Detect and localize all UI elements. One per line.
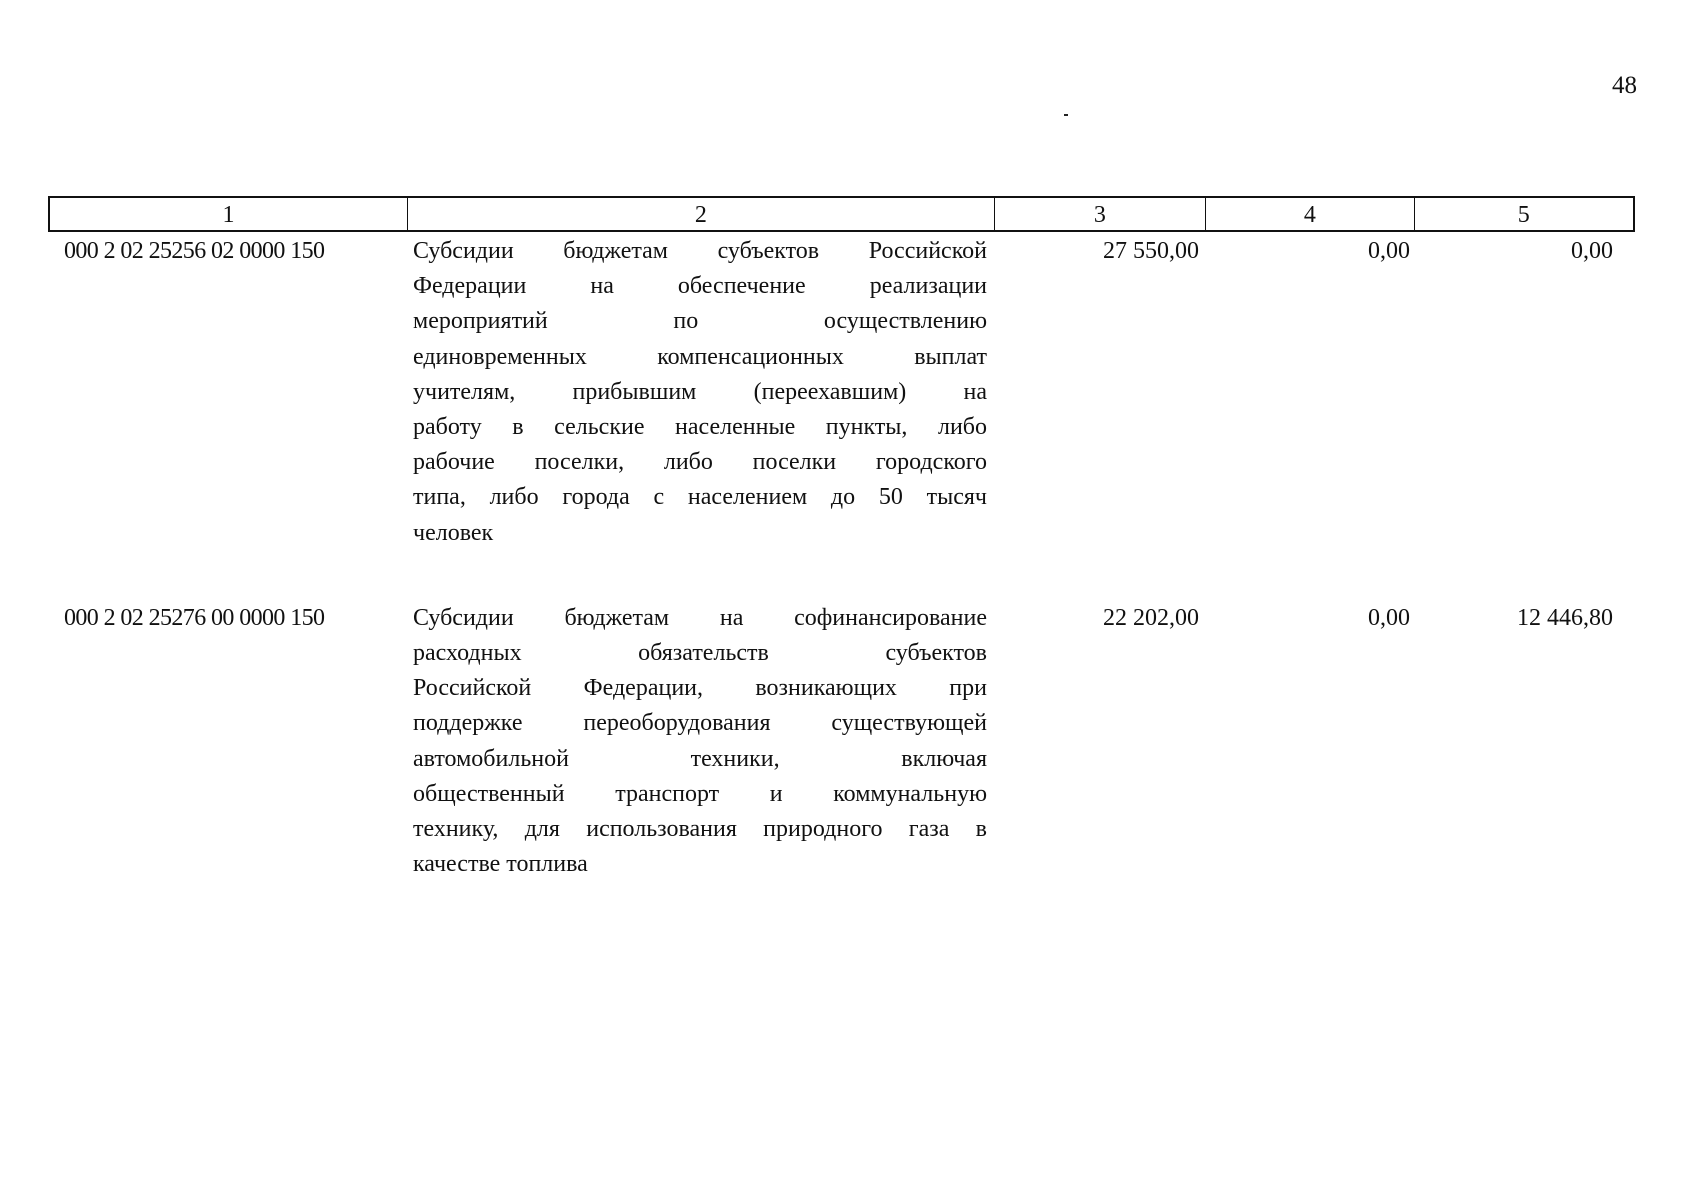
value-col-3: 22 202,00 — [1103, 604, 1199, 631]
description-line: учителям, прибывшим (переехавшим) на — [413, 378, 987, 405]
budget-code: 000 2 02 25276 00 0000 150 — [64, 604, 325, 631]
description-line: автомобильной техники, включая — [413, 745, 987, 772]
table-row — [48, 234, 1635, 551]
description-line: технику, для использования природного газа в — [413, 816, 987, 843]
header-col-1: 1 — [50, 198, 408, 230]
value-col-4: 0,00 — [1368, 604, 1410, 631]
description-line: человек — [413, 519, 494, 546]
description-line: Российской Федерации, возникающих при — [413, 675, 987, 702]
description-line: мероприятий по осуществлению — [413, 308, 987, 335]
description-line: работу в сельские населенные пункты, либо — [413, 414, 987, 441]
budget-code: 000 2 02 25256 02 0000 150 — [64, 238, 325, 264]
header-col-2: 2 — [408, 198, 995, 230]
row-description — [407, 234, 995, 551]
header-col-3: 3 — [995, 198, 1206, 230]
description-line: поддержке переоборудования существующей — [413, 710, 987, 737]
description-line: Субсидии бюджетам субъектов Российской — [413, 238, 987, 264]
scan-speck — [1064, 114, 1068, 116]
value-col-4: 0,00 — [1368, 238, 1410, 264]
description-line: общественный транспорт и коммунальную — [413, 780, 987, 807]
description-line: рабочие поселки, либо поселки городского — [413, 449, 987, 476]
description-line: качестве топлива — [413, 851, 588, 878]
table-header-row — [48, 196, 1635, 232]
header-col-4: 4 — [1206, 198, 1414, 230]
description-line: типа, либо города с населением до 50 тысяч — [413, 484, 987, 511]
page-number: 48 — [1612, 72, 1637, 99]
value-col-5: 0,00 — [1571, 238, 1613, 264]
description-line: Субсидии бюджетам на софинансирование — [413, 604, 987, 631]
row-description — [407, 601, 995, 883]
description-line: Федерации на обеспечение реализации — [413, 273, 987, 300]
header-col-5: 5 — [1517, 202, 1530, 228]
budget-table — [48, 196, 1635, 882]
value-col-3: 27 550,00 — [1103, 238, 1199, 264]
value-col-5: 12 446,80 — [1517, 604, 1613, 631]
description-line: единовременных компенсационных выплат — [413, 343, 987, 370]
description-line: расходных обязательств субъектов — [413, 640, 987, 667]
table-row — [48, 601, 1635, 883]
